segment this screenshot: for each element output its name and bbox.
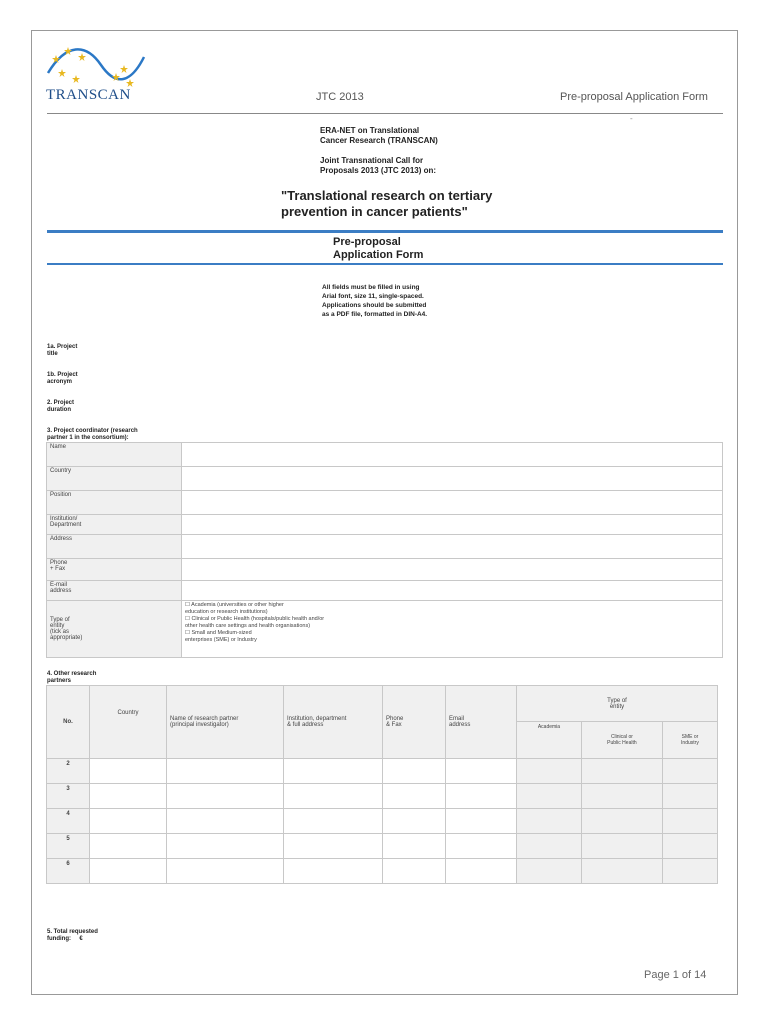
row-number: 3 <box>47 784 90 809</box>
cell[interactable] <box>284 834 383 859</box>
label-line: Phone <box>50 560 68 566</box>
name-field[interactable] <box>182 443 723 467</box>
col-country: Country <box>90 686 167 759</box>
note-line: as a PDF file, formatted in DIN-A4. <box>322 311 428 318</box>
cell[interactable] <box>90 859 167 884</box>
cell[interactable] <box>517 759 582 784</box>
project-duration-label <box>47 400 74 414</box>
cell[interactable] <box>167 859 284 884</box>
partners-table <box>46 685 718 884</box>
table-header-row <box>47 686 718 722</box>
institution-label <box>47 515 182 535</box>
cell[interactable] <box>446 809 517 834</box>
header-line: (principal investigator) <box>170 722 229 728</box>
stars-swoosh-logo-icon <box>46 43 146 89</box>
header-line: Type of <box>607 698 627 704</box>
col-clinical <box>581 722 662 759</box>
intro-line: Proposals 2013 (JTC 2013) on: <box>320 166 437 175</box>
cell[interactable] <box>581 784 662 809</box>
project-acronym-label <box>47 372 78 386</box>
col-no: No. <box>47 686 90 759</box>
label-line: 1b. Project <box>47 372 78 378</box>
header-jtc: JTC 2013 <box>316 91 364 103</box>
country-field[interactable] <box>182 467 723 491</box>
cell[interactable] <box>90 759 167 784</box>
header-line: Industry <box>681 740 699 746</box>
label-line: + Fax <box>50 566 66 572</box>
cell[interactable] <box>446 759 517 784</box>
intro-text <box>320 126 438 176</box>
table-row <box>47 834 718 859</box>
project-coordinator-label <box>47 428 138 442</box>
form-title-line: Application Form <box>333 249 424 261</box>
row-number: 6 <box>47 859 90 884</box>
label-line: 2. Project <box>47 400 75 406</box>
cell[interactable] <box>446 859 517 884</box>
cell[interactable] <box>167 759 284 784</box>
label-line: (tick as <box>50 629 70 635</box>
cell[interactable] <box>581 859 662 884</box>
cell[interactable] <box>517 834 582 859</box>
label-line: 3. Project coordinator (research <box>47 428 138 434</box>
other-partners-label <box>47 671 96 685</box>
checkbox-caption: other health care settings and health organisations) <box>185 623 311 629</box>
call-title-line: "Translational research on tertiary <box>281 188 493 203</box>
email-field[interactable] <box>182 581 723 601</box>
intro-line: Cancer Research (TRANSCAN) <box>320 136 438 145</box>
form-title-line: Pre-proposal <box>333 236 401 248</box>
table-row <box>47 784 718 809</box>
cell[interactable] <box>662 834 717 859</box>
total-funding-label <box>47 929 98 943</box>
label-line: title <box>47 351 58 357</box>
formatting-note <box>322 283 427 319</box>
cell[interactable] <box>383 859 446 884</box>
project-title-label <box>47 344 77 358</box>
table-row <box>47 809 718 834</box>
cell[interactable] <box>284 759 383 784</box>
address-label: Address <box>47 535 182 559</box>
header-line: & full address <box>287 722 324 728</box>
header-line: Public Health <box>607 740 637 746</box>
cell[interactable] <box>581 809 662 834</box>
clinical-checkbox[interactable]: ☐ Clinical or Public Health (hospitals/public health and/or <box>185 616 325 622</box>
table-row <box>47 859 718 884</box>
cell[interactable] <box>90 784 167 809</box>
row-number: 2 <box>47 759 90 784</box>
cell[interactable] <box>517 859 582 884</box>
label-line: partners <box>47 678 72 684</box>
sme-checkbox[interactable]: ☐ Small and Medium-sized <box>185 630 252 636</box>
header-line: Name of research partner <box>170 716 239 722</box>
cell[interactable] <box>517 784 582 809</box>
header-line: entity <box>609 704 625 710</box>
cell[interactable] <box>662 859 717 884</box>
label-line: E-mail <box>50 582 68 588</box>
note-line: Applications should be submitted <box>322 302 427 309</box>
cell[interactable] <box>581 759 662 784</box>
cell[interactable] <box>446 784 517 809</box>
header-line: Clinical or <box>610 734 633 740</box>
transcan-logo <box>46 43 156 105</box>
country-label: Country <box>47 467 182 491</box>
page-number: Page 1 of 14 <box>644 969 707 981</box>
cell[interactable] <box>662 809 717 834</box>
coordinator-table <box>46 442 723 658</box>
header-line: & Fax <box>386 722 402 728</box>
cell[interactable] <box>383 809 446 834</box>
col-sme <box>662 722 717 759</box>
label-line: Department <box>50 522 82 528</box>
position-field[interactable] <box>182 491 723 515</box>
label-line: duration <box>47 407 71 413</box>
table-row <box>47 535 723 559</box>
cell[interactable] <box>662 784 717 809</box>
row-number: 5 <box>47 834 90 859</box>
table-row <box>47 759 718 784</box>
blue-divider-top <box>47 230 723 233</box>
header-line: Phone <box>386 716 404 722</box>
funding-text: funding: <box>47 936 71 942</box>
header-form-title: Pre-proposal Application Form <box>560 91 708 103</box>
table-row <box>47 467 723 491</box>
label-line: address <box>50 588 72 594</box>
table-row <box>47 601 723 658</box>
cell[interactable] <box>581 834 662 859</box>
col-email <box>446 686 517 759</box>
currency-symbol: € <box>79 936 83 942</box>
table-row <box>47 515 723 535</box>
entity-options <box>182 601 723 658</box>
phone-label <box>47 559 182 581</box>
col-phone <box>383 686 446 759</box>
cell[interactable] <box>284 809 383 834</box>
header-divider <box>47 113 723 114</box>
intro-line: ERA-NET on Translational <box>320 126 420 135</box>
cell[interactable] <box>284 784 383 809</box>
table-row <box>47 491 723 515</box>
col-partner-name <box>167 686 284 759</box>
label-line: Type of <box>50 617 70 623</box>
checkbox-caption: enterprises (SME) or Industry <box>185 637 257 643</box>
header-line: address <box>449 722 471 728</box>
label-line: acronym <box>47 379 73 385</box>
call-title-line: prevention in cancer patients" <box>281 204 468 219</box>
cell[interactable] <box>167 834 284 859</box>
cell[interactable] <box>662 759 717 784</box>
table-row <box>47 443 723 467</box>
cell[interactable] <box>167 809 284 834</box>
name-label: Name <box>47 443 182 467</box>
note-line: All fields must be filled in using <box>322 284 420 291</box>
checkbox-caption: education or research institutions) <box>185 609 268 615</box>
logo-text: TRANSCAN <box>46 87 131 103</box>
academia-checkbox[interactable]: ☐ Academia (universities or other higher <box>185 602 284 608</box>
intro-line: Joint Transnational Call for <box>320 156 424 165</box>
row-number: 4 <box>47 809 90 834</box>
cell[interactable] <box>90 809 167 834</box>
cell[interactable] <box>383 784 446 809</box>
blue-divider-bottom <box>47 263 723 265</box>
entity-label <box>47 601 182 658</box>
label-line: 5. Total requested <box>47 929 98 935</box>
address-field[interactable] <box>182 535 723 559</box>
label-line: 4. Other research <box>47 671 97 677</box>
form-title <box>333 236 423 262</box>
col-institution <box>284 686 383 759</box>
label-line: Institution/ <box>50 516 78 522</box>
institution-field[interactable] <box>182 515 723 535</box>
cell[interactable] <box>517 809 582 834</box>
cell[interactable] <box>383 759 446 784</box>
header-line: SME or <box>681 734 699 740</box>
email-label <box>47 581 182 601</box>
col-academia: Academia <box>517 722 582 759</box>
col-entity-type <box>517 686 718 722</box>
header-line: Email <box>449 716 465 722</box>
table-row <box>47 559 723 581</box>
label-line: appropriate) <box>50 635 83 641</box>
cell[interactable] <box>90 834 167 859</box>
call-title <box>281 188 492 220</box>
header-line: Institution, department <box>287 716 347 722</box>
header-dash: - <box>630 114 633 123</box>
label-line: partner 1 in the consortium): <box>47 435 129 441</box>
note-line: Arial font, size 11, single-spaced. <box>322 293 424 300</box>
label-line: entity <box>50 623 65 629</box>
cell[interactable] <box>167 784 284 809</box>
label-line: 1a. Project <box>47 344 78 350</box>
cell[interactable] <box>383 834 446 859</box>
position-label: Position <box>47 491 182 515</box>
phone-field[interactable] <box>182 559 723 581</box>
table-row <box>47 581 723 601</box>
cell[interactable] <box>446 834 517 859</box>
document-page <box>31 30 738 995</box>
label-line <box>47 936 98 943</box>
cell[interactable] <box>284 859 383 884</box>
